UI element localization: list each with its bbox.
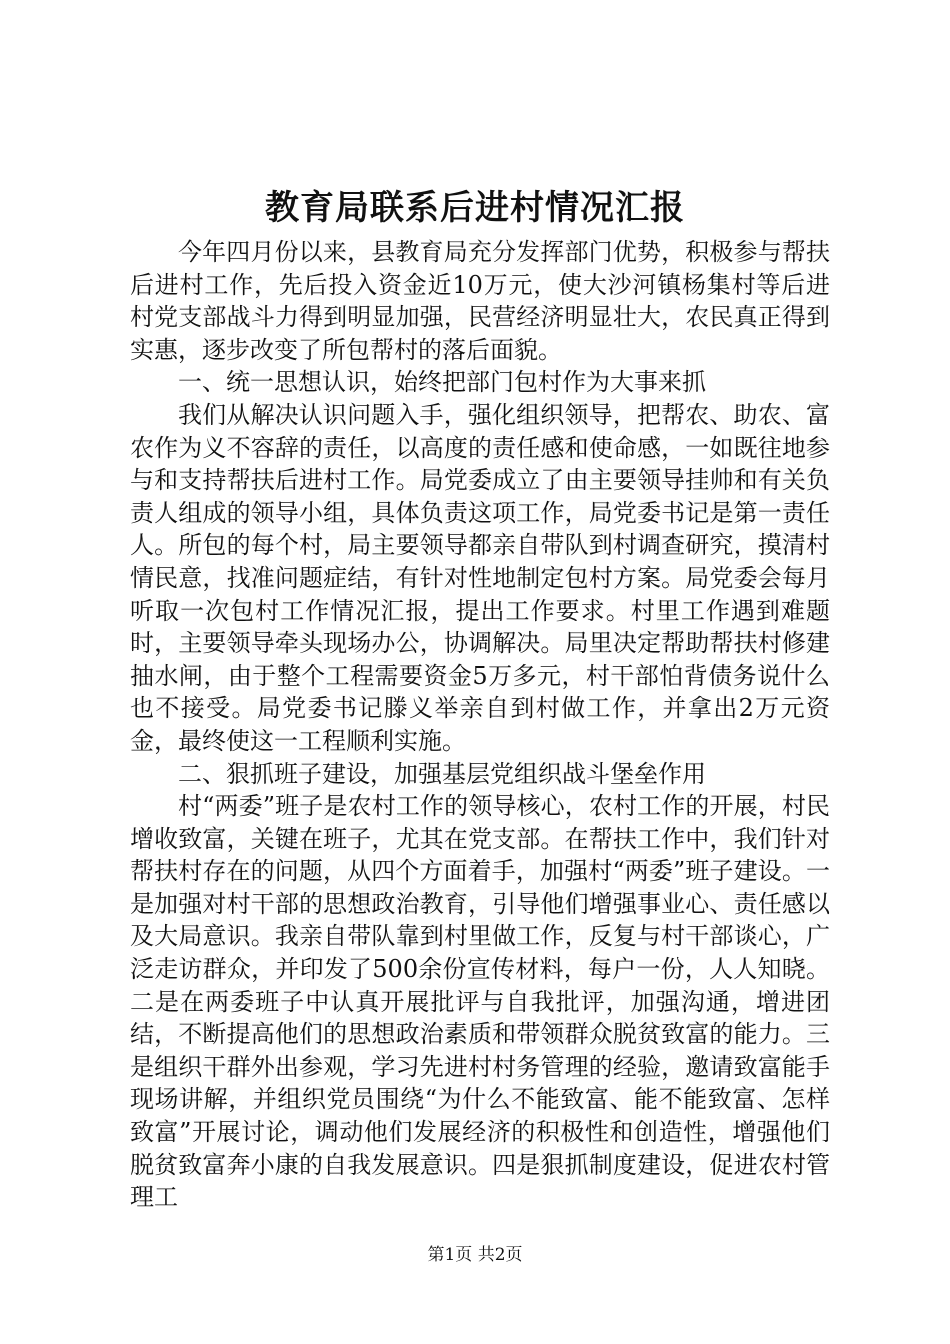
paragraph-section-1: 我们从解决认识问题入手，强化组织领导，把帮农、助农、富农作为义不容辞的责任，以高度的责任感和使命感，一如既往地参与和支持帮扶后进村工作。局党委成立了由主要领导挂帅和有关负责人组成的领导小组，具体负责这项工作，局党委书记是第一责任人。所包的每个村，局主要领导都亲自带队到村调查研究，摸清村情民意，找准问题症结，有针对性地制定包村方案。局党委会每月听取一次包村工作情况汇报，提出工作要求。村里工作遇到难题时，主要领导牵头现场办公，协调解决。局里决定帮助帮扶村修建抽水闸，由于整个工程需要资金5万多元，村干部怕背债务说什么也不接受。局党委书记滕义举亲自到村做工作，并拿出2万元资金，最终使这一工程顺利实施。 bbox=[130, 400, 830, 755]
document-title: 教育局联系后进村情况汇报 bbox=[265, 188, 685, 228]
section-heading-2: 二、狠抓班子建设，加强基层党组织战斗堡垒作用 bbox=[178, 759, 706, 788]
page-footer: 第1页 共2页 bbox=[427, 1245, 523, 1265]
paragraph-intro: 今年四月份以来，县教育局充分发挥部门优势，积极参与帮扶后进村工作，先后投入资金近10万元，使大沙河镇杨集村等后进村党支部战斗力得到明显加强，民营经济明显壮大，农民真正得到实惠，逐步改变了所包帮村的落后面貌。 bbox=[130, 238, 830, 364]
paragraph-section-2: 村“两委”班子是农村工作的领导核心，农村工作的开展，村民增收致富，关键在班子，尤其在党支部。在帮扶工作中，我们针对帮扶村存在的问题，从四个方面着手，加强村“两委”班子建设。一是加强对村干部的思想政治教育，引导他们增强事业心、责任感以及大局意识。我亲自带队靠到村里做工作，反复与村干部谈心，广泛走访群众，并印发了500余份宣传材料，每户一份，人人知晓。二是在两委班子中认真开展批评与自我批评，加强沟通，增进团结，不断提高他们的思想政治素质和带领群众脱贫致富的能力。三是组织干群外出参观，学习先进村村务管理的经验，邀请致富能手现场讲解，并组织党员围绕“为什么不能致富、能不能致富、怎样致富”开展讨论，调动他们发展经济的积极性和创造性，增强他们脱贫致富奔小康的自我发展意识。四是狠抓制度建设，促进农村管理工 bbox=[130, 792, 830, 1212]
section-heading-1: 一、统一思想认识，始终把部门包村作为大事来抓 bbox=[178, 368, 706, 397]
document-body bbox=[130, 236, 830, 1214]
